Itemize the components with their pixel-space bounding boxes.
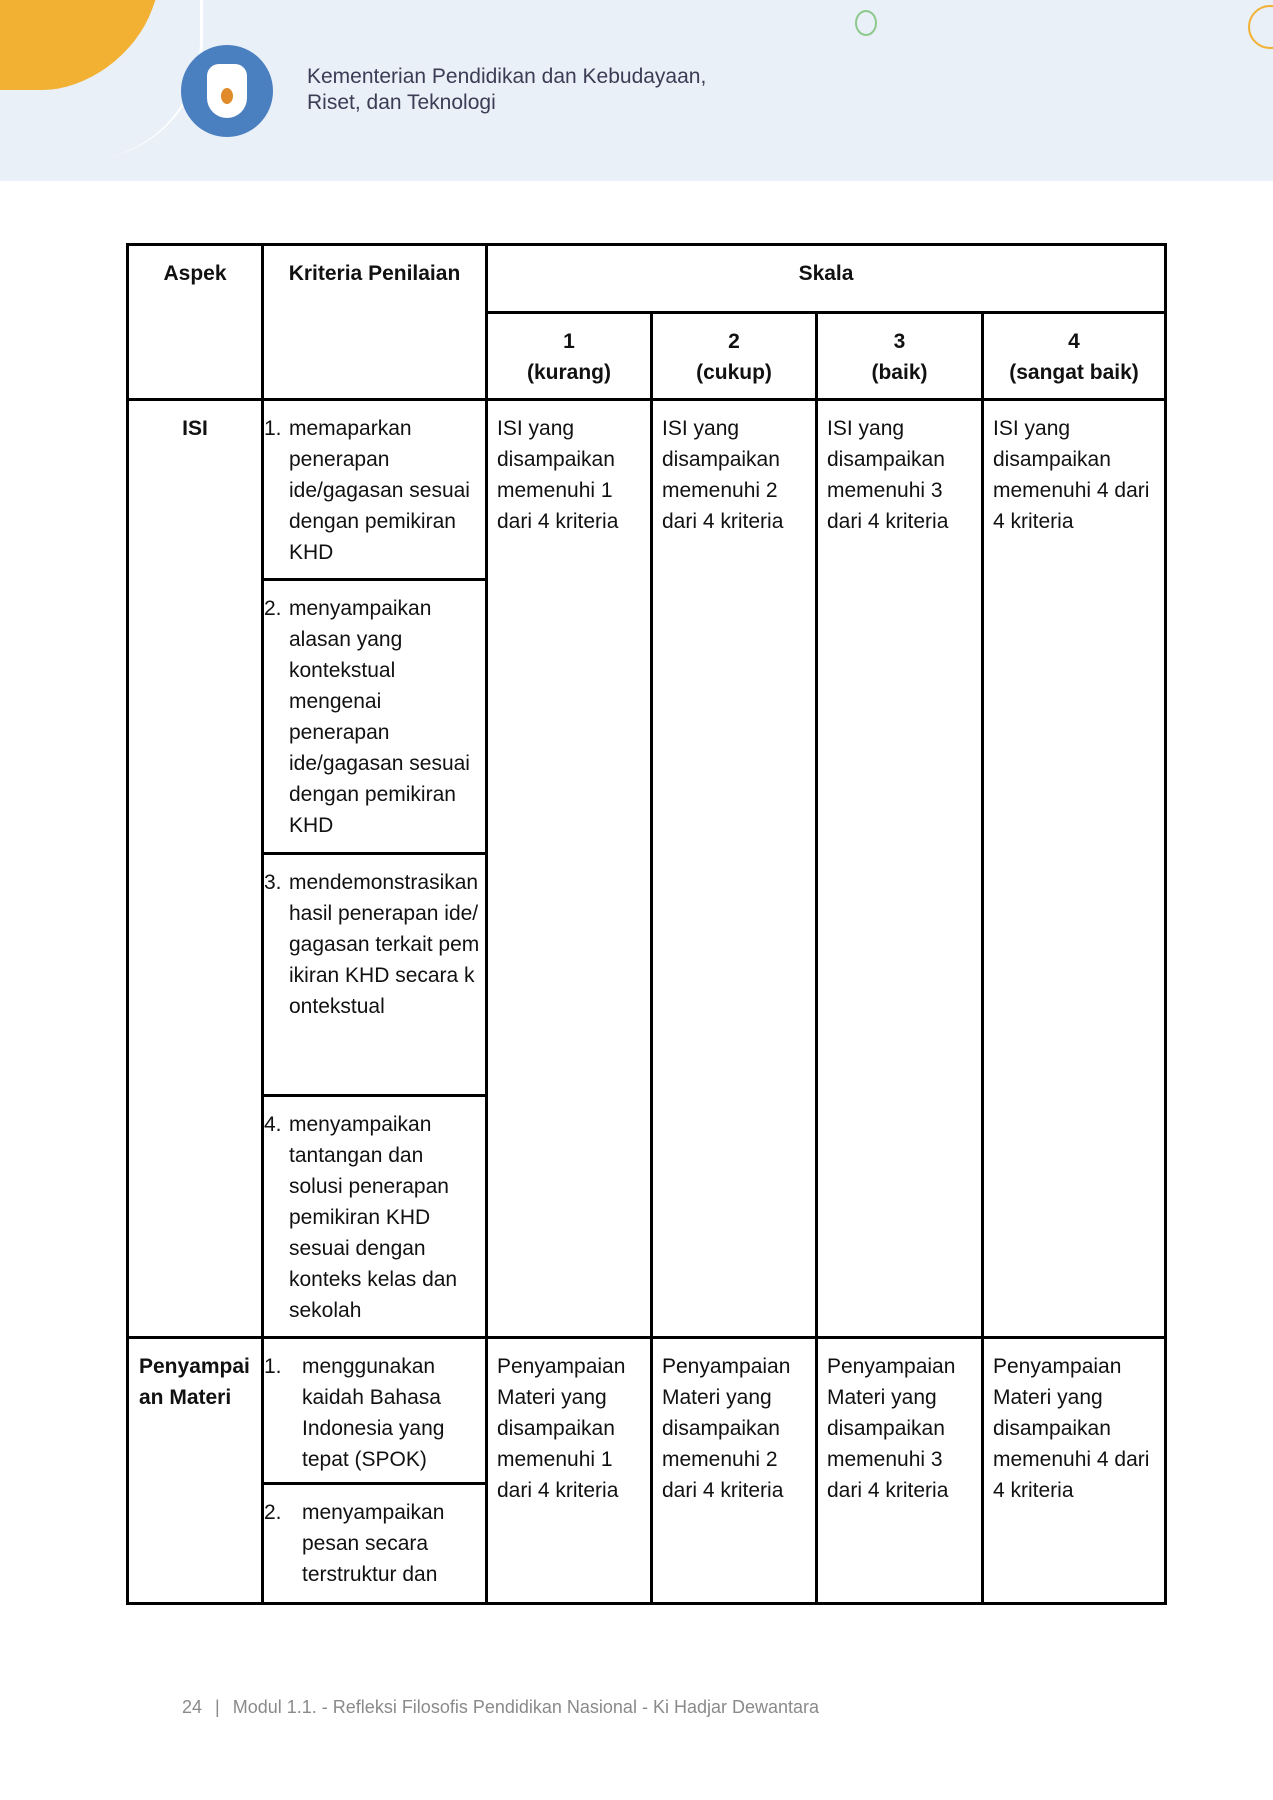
org-name	[307, 64, 706, 116]
scale-cell: ISI yang disampaikan memenuhi 3 dari 4 kriteria	[817, 400, 983, 1338]
col-kriteria: Kriteria Penilaian	[263, 245, 487, 400]
scale-cell: ISI yang disampaikan memenuhi 1 dari 4 kriteria	[487, 400, 652, 1338]
decorative-ring	[1248, 5, 1273, 49]
page-number: 24	[182, 1697, 203, 1717]
footer-separator: |	[215, 1697, 220, 1717]
criterion-cell: 1. menggunakan kaidah Bahasa Indonesia yang tepat (SPOK)	[263, 1338, 487, 1484]
criterion-cell: 3. mendemonstrasikan hasil penerapan ide/gagasan terkait pemikiran KHD secara kontekstual	[263, 854, 487, 1096]
criterion-cell: 4. menyampaikan tantangan dan solusi penerapan pemikiran KHD sesuai dengan konteks kelas dan sekolah	[263, 1096, 487, 1338]
criterion-cell: 2. menyampaikan pesan secara terstruktur dan	[263, 1484, 487, 1604]
scale-header: 3 (baik)	[817, 313, 983, 400]
rubric-table	[126, 243, 1167, 1605]
criterion-cell: 1. memaparkan penerapan ide/gagasan sesuai dengan pemikiran KHD	[263, 400, 487, 580]
scale-header: 1 (kurang)	[487, 313, 652, 400]
page-header-band	[0, 0, 1273, 181]
decorative-swoosh	[0, 0, 203, 160]
org-line2: Riset, dan Teknologi	[307, 91, 496, 114]
module-title: Modul 1.1. - Refleksi Filosofis Pendidikan Nasional - Ki Hadjar Dewantara	[232, 1697, 820, 1717]
criterion-cell: 2. menyampaikan alasan yang kontekstual mengenai penerapan ide/gagasan sesuai dengan pemikiran KHD	[263, 580, 487, 854]
ministry-logo	[181, 45, 273, 137]
scale-cell: Penyampaian Materi yang disampaikan memenuhi 2 dari 4 kriteria	[652, 1338, 817, 1604]
col-aspek: Aspek	[128, 245, 263, 400]
scale-cell: ISI yang disampaikan memenuhi 2 dari 4 kriteria	[652, 400, 817, 1338]
scale-cell: ISI yang disampaikan memenuhi 4 dari 4 kriteria	[983, 400, 1166, 1338]
aspek-cell: Penyampaian Materi	[128, 1338, 263, 1604]
col-skala: Skala	[487, 245, 1166, 313]
scale-cell: Penyampaian Materi yang disampaikan memenuhi 4 dari 4 kriteria	[983, 1338, 1166, 1604]
page-footer	[182, 1697, 819, 1718]
org-line1: Kementerian Pendidikan dan Kebudayaan,	[307, 65, 707, 88]
scale-cell: Penyampaian Materi yang disampaikan memenuhi 1 dari 4 kriteria	[487, 1338, 652, 1604]
scale-cell: Penyampaian Materi yang disampaikan memenuhi 3 dari 4 kriteria	[817, 1338, 983, 1604]
aspek-cell: ISI	[128, 400, 263, 1338]
decorative-ring	[855, 10, 877, 36]
scale-header: 4 (sangat baik)	[983, 313, 1166, 400]
scale-header: 2 (cukup)	[652, 313, 817, 400]
